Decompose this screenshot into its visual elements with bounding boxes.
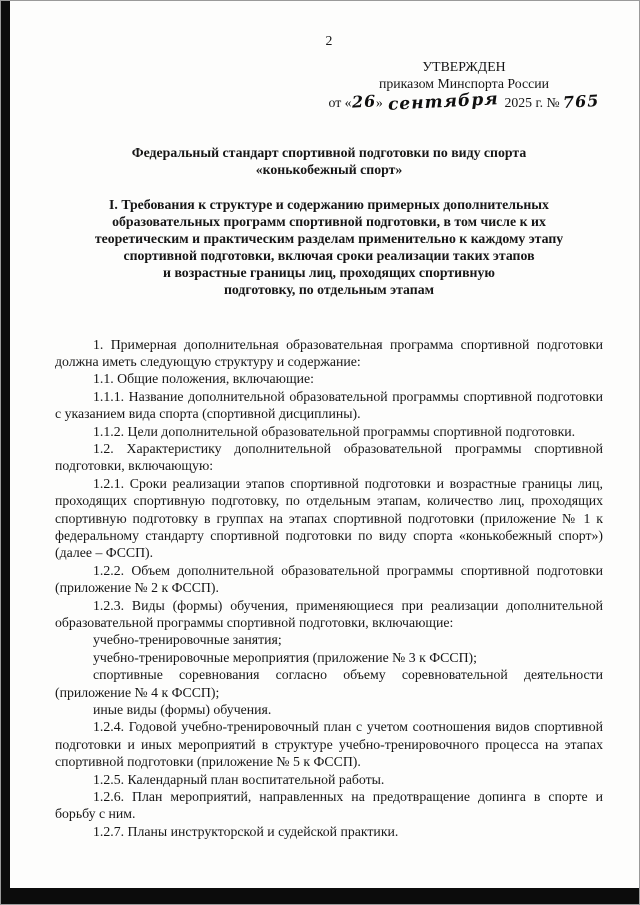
order-date-mid: » <box>375 95 383 110</box>
paragraph: 1.2.1. Сроки реализации этапов спортивной подготовки и возрастные границы лиц, проходящих спортивную подготовку, по отдельным этапам, количество лиц, проходящих спортивную подготовку в группах на этапах спортивной подготовки (приложение № 1 к федеральному стандарту спортивной подготовки по виду спорта «конькобежный спорт») (далее – ФССП). <box>55 475 603 561</box>
document-title-line: «конькобежный спорт» <box>255 162 403 177</box>
approval-status: УТВЕРЖДЕН <box>422 59 506 74</box>
approval-order-line <box>325 89 603 115</box>
list-item: спортивные соревнования согласно объему соревновательной деятельности (приложение № 4 к ФССП); <box>55 667 603 700</box>
approval-by: приказом Минспорта России <box>379 75 549 91</box>
section-heading-line: образовательных программ спортивной подготовки, в том числе к их <box>112 213 546 229</box>
paragraph: 1.1.2. Цели дополнительной образовательной программы спортивной подготовки. <box>93 423 576 439</box>
paragraph: 1.1. Общие положения, включающие: <box>93 371 314 387</box>
paragraph: 1. Примерная дополнительная образовательная программа спортивной подготовки должна иметь следующую структуру и содержание: <box>55 336 603 369</box>
body-text <box>55 336 603 841</box>
paragraph: 1.2.3. Виды (формы) обучения, применяющиеся при реализации дополнительной образовательной программы спортивной подготовки, включающие: <box>55 597 603 630</box>
section-heading-line: теоретическим и практическим разделам применительно к каждому этапу <box>94 230 564 246</box>
section-heading-line: и возрастные границы лиц, проходящих спортивную <box>163 264 495 280</box>
section-heading-line: I. Требования к структуре и содержанию примерных дополнительных <box>109 196 549 212</box>
paragraph: 1.1.1. Название дополнительной образовательной программы спортивной подготовки с указанием вида спорта (спортивной дисциплины). <box>55 388 603 422</box>
paragraph: 1.2. Характеристику дополнительной образовательной программы спортивной подготовки, включающую: <box>55 440 603 474</box>
section-heading-line: подготовку, по отдельным этапам <box>223 281 435 297</box>
paragraph: 1.2.2. Объем дополнительной образовательной программы спортивной подготовки (приложение № 2 к ФССП). <box>55 562 603 596</box>
scan-edge-bottom <box>1 888 639 904</box>
document-title <box>55 144 603 179</box>
approval-block <box>325 59 603 115</box>
paragraph: 1.2.5. Календарный план воспитательной работы. <box>93 771 385 787</box>
page-content <box>1 1 639 840</box>
order-date-prefix: от « <box>328 95 352 110</box>
section-heading-line: спортивной подготовки, включая сроки реализации таких этапов <box>123 247 535 263</box>
order-date-suffix: 2025 г. № <box>504 95 560 110</box>
paragraph: 1.2.4. Годовой учебно-тренировочный план с учетом соотношения видов спортивной подготовки и иных мероприятий в структуре учебно-тренировочного процесса на этапах спортивной подготовки (приложение № 5 к ФССП). <box>55 719 603 770</box>
handwritten-day: 26 <box>351 91 377 112</box>
list-item: учебно-тренировочные занятия; <box>93 632 282 648</box>
paragraph: 1.2.7. Планы инструкторской и судейской практики. <box>93 823 399 839</box>
document-title-line: Федеральный стандарт спортивной подготовки по виду спорта <box>131 144 527 160</box>
list-item: учебно-тренировочные мероприятия (приложение № 3 к ФССП); <box>93 649 477 665</box>
paragraph: 1.2.6. План мероприятий, направленных на предотвращение допинга в спорте и борьбу с ним. <box>55 789 603 822</box>
handwritten-order-number: 765 <box>562 91 600 112</box>
section-heading <box>55 196 603 298</box>
page-number: 2 <box>325 33 333 48</box>
handwritten-month: сентября <box>387 89 500 115</box>
list-item: иные виды (формы) обучения. <box>93 702 272 718</box>
